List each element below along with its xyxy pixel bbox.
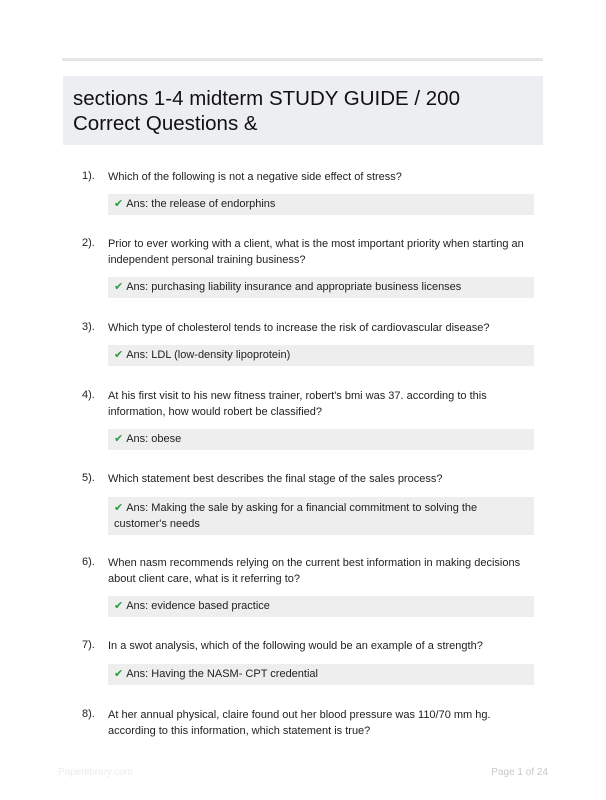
- question-number: 4).: [82, 389, 95, 401]
- answer-text: Ans: LDL (low-density lipoprotein): [126, 349, 291, 361]
- title-banner: [63, 76, 543, 145]
- check-icon: ✔: [114, 502, 124, 514]
- answer-text: Ans: purchasing liability insurance and appropriate business licenses: [126, 281, 462, 293]
- check-icon: ✔: [114, 433, 124, 445]
- check-icon: ✔: [114, 668, 124, 680]
- title-line-1: sections 1-4 midterm STUDY GUIDE / 200: [73, 87, 460, 110]
- question-number: 7).: [82, 639, 95, 651]
- answer-box: [108, 664, 534, 685]
- question-text: At her annual physical, claire found out her blood pressure was 110/70 mm hg. according to this information, which statement is true?: [108, 709, 491, 737]
- answer-box: [108, 596, 534, 617]
- answer-text: Ans: Having the NASM- CPT credential: [126, 668, 318, 680]
- answer-box: [108, 277, 534, 298]
- question-number: 8).: [82, 708, 95, 720]
- question-text: At his first visit to his new fitness trainer, robert's bmi was 37. according to this information, how would robert be classified?: [108, 390, 487, 418]
- question-text: Which of the following is not a negative side effect of stress?: [108, 171, 402, 183]
- answer-box: [108, 194, 534, 215]
- question-text: In a swot analysis, which of the following would be an example of a strength?: [108, 640, 483, 652]
- question-number: 5).: [82, 472, 95, 484]
- question-number: 3).: [82, 321, 95, 333]
- question-text: Which statement best describes the final stage of the sales process?: [108, 473, 443, 485]
- answer-text: Ans: the release of endorphins: [126, 198, 276, 210]
- question-text: When nasm recommends relying on the current best information in making decisions about client care, what is it referring to?: [108, 557, 521, 585]
- top-divider: [62, 58, 543, 61]
- answer-box: [108, 429, 534, 450]
- check-icon: ✔: [114, 281, 124, 293]
- question-number: 6).: [82, 556, 95, 568]
- answer-box: [108, 497, 534, 535]
- title-line-2: Correct Questions &: [73, 112, 258, 135]
- question-number: 1).: [82, 170, 95, 182]
- answer-text: Ans: evidence based practice: [126, 600, 270, 612]
- page-title: [73, 86, 533, 136]
- page-indicator: Page 1 of 24: [491, 767, 548, 778]
- check-icon: ✔: [114, 198, 124, 210]
- answer-box: [108, 345, 534, 366]
- footer-watermark: Paperlibrary.com: [58, 767, 133, 778]
- question-text: Prior to ever working with a client, what is the most important priority when starting an independent personal training business?: [108, 238, 524, 266]
- check-icon: ✔: [114, 600, 124, 612]
- question-text: Which type of cholesterol tends to increase the risk of cardiovascular disease?: [108, 322, 490, 334]
- answer-text: Ans: obese: [126, 433, 182, 445]
- question-number: 2).: [82, 237, 95, 249]
- check-icon: ✔: [114, 349, 124, 361]
- answer-text: Ans: Making the sale by asking for a financial commitment to solving the customer's needs: [114, 502, 478, 530]
